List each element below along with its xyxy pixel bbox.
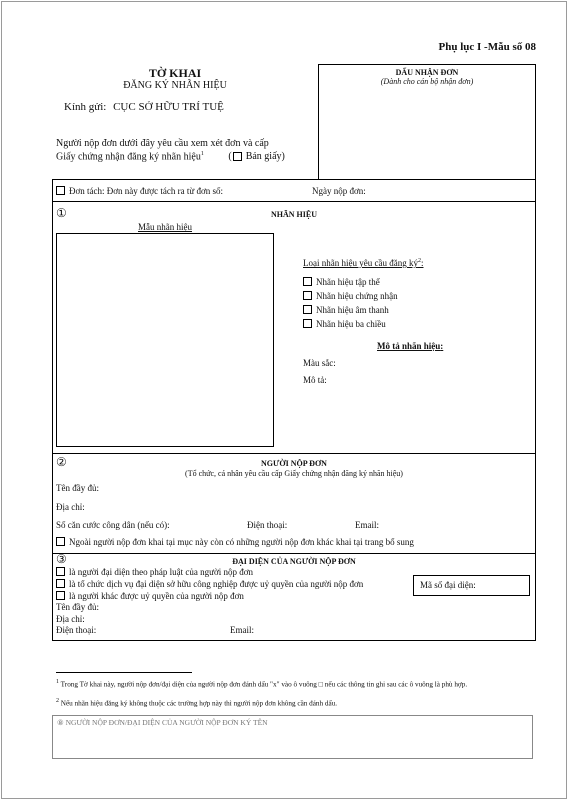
appendix-label: Phụ lục I -Mẫu số 08	[438, 41, 536, 53]
description-label: Mô tả:	[303, 375, 327, 385]
applicant-name-label: Tên đầy đủ:	[56, 483, 99, 493]
footnote-separator	[56, 672, 192, 673]
paper-copy-label: Bản giấy	[245, 151, 282, 163]
signature-number: ⑧	[57, 718, 64, 727]
rep-address-label: Địa chỉ:	[56, 614, 85, 624]
split-label: Đơn tách: Đơn này được tách ra từ đơn số:	[69, 186, 224, 196]
footnote-1-text: Trong Tờ khai này, người nộp đơn/đại diện của người nộp đơn đánh dấu "x" vào ô vuông □ nếu các thông tin ghi sau các ô vuông là phù hợp.	[60, 680, 468, 689]
other-applicants-row[interactable]	[56, 537, 414, 547]
sample-label: Mẫu nhãn hiệu	[138, 222, 192, 232]
stamp-title: DẤU NHẬN ĐƠN	[395, 68, 459, 77]
rep-option-agency-checkbox[interactable]	[56, 579, 65, 588]
footnote-ref-1: 1	[200, 151, 204, 157]
description-title-row	[377, 341, 443, 351]
type-collective-checkbox[interactable]	[303, 277, 312, 286]
request-line-2-row: Giấy chứng nhận đăng ký nhãn hiệu$^1$ ( Bản giấy)	[56, 151, 285, 163]
form-subtitle: ĐĂNG KÝ NHÃN HIỆU	[123, 80, 227, 91]
type-3d-checkbox[interactable]	[303, 319, 312, 328]
section1-title: NHÃN HIỆU	[270, 210, 317, 219]
rep-option-other[interactable]	[56, 591, 244, 601]
rep-name-label: Tên đầy đủ:	[56, 602, 99, 612]
type-collective-label: Nhãn hiệu tập thể	[316, 277, 380, 287]
rep-option-agency[interactable]	[56, 579, 363, 589]
type-sound-checkbox[interactable]	[303, 305, 312, 314]
types-colon: :	[420, 258, 424, 268]
description-colon: :	[440, 341, 444, 351]
type-sound[interactable]	[303, 305, 389, 315]
applicant-address-label: Địa chỉ:	[56, 502, 85, 512]
signature-box[interactable]	[52, 715, 533, 759]
split-checkbox[interactable]	[56, 186, 65, 195]
rep-option-other-checkbox[interactable]	[56, 591, 65, 600]
footnote-2-text: Nếu nhãn hiệu đăng ký không thuộc các trường hợp này thì người nộp đơn không cần đánh dấu.	[60, 699, 338, 708]
applicant-phone-label: Điện thoại:	[247, 520, 288, 530]
rep-phone-label: Điện thoại:	[56, 625, 97, 635]
stamp-note: (Dành cho cán bộ nhận đơn)	[380, 77, 474, 86]
to-label: Kính gửi:	[64, 101, 107, 113]
form-title: TỜ KHAI	[148, 66, 202, 80]
type-3d[interactable]	[303, 319, 386, 329]
receipt-stamp-box	[318, 64, 536, 180]
agent-code-label: Mã số đại diện:	[420, 580, 476, 590]
color-label: Màu sắc:	[303, 358, 336, 368]
request-line-1: Người nộp đơn dưới đây yêu cầu xem xét đơn và cấp	[56, 138, 269, 149]
to-value: CỤC SỞ HỮU TRÍ TUỆ	[113, 101, 224, 113]
type-sound-label: Nhãn hiệu âm thanh	[316, 305, 389, 315]
signature-label: NGƯỜI NỘP ĐƠN/ĐẠI DIỆN CỦA NGƯỜI NỘP ĐƠN KÝ TÊN	[65, 718, 268, 727]
addressee	[64, 101, 224, 113]
rep-option-legal-checkbox[interactable]	[56, 567, 65, 576]
request-line-2: Giấy chứng nhận đăng ký nhãn hiệu	[56, 151, 201, 163]
applicant-id-label: Số căn cước công dân (nếu có):	[56, 520, 170, 530]
divider-split	[52, 201, 536, 202]
filing-date-label: Ngày nộp đơn:	[312, 186, 366, 196]
rep-option-legal[interactable]	[56, 567, 253, 577]
other-applicants-label: Ngoài người nộp đơn khai tại mục này còn có những người nộp đơn khác khai tại trang bổ sung	[69, 537, 414, 547]
footnote-2-number: 2	[56, 698, 59, 704]
section3-title: ĐẠI DIỆN CỦA NGƯỜI NỘP ĐƠN	[232, 557, 356, 566]
footnote-1	[56, 678, 538, 689]
split-row	[56, 186, 223, 196]
section2-title: NGƯỜI NỘP ĐƠN	[261, 459, 327, 468]
agent-code-box[interactable]	[413, 575, 530, 596]
paper-copy-checkbox[interactable]	[233, 152, 242, 161]
types-label: Loại nhãn hiệu yêu cầu đăng ký	[303, 258, 418, 268]
type-3d-label: Nhãn hiệu ba chiều	[316, 319, 386, 329]
rep-option-other-label: là người khác được uỷ quyền của người nộp đơn	[69, 591, 244, 601]
footnote-ref-2: 2	[417, 258, 421, 264]
section2-number: ②	[56, 455, 67, 469]
rep-option-legal-label: là người đại diện theo pháp luật của người nộp đơn	[69, 567, 253, 577]
applicant-email-label: Email:	[355, 520, 379, 530]
section2-note: (Tổ chức, cá nhân yêu cầu cấp Giấy chứng nhận đăng ký nhãn hiệu)	[185, 469, 403, 478]
description-title: Mô tả nhãn hiệu	[377, 341, 441, 351]
footnote-2	[56, 697, 538, 708]
other-applicants-checkbox[interactable]	[56, 537, 65, 546]
type-collective[interactable]	[303, 277, 380, 287]
footnote-1-number: 1	[56, 679, 59, 685]
rep-email-label: Email:	[230, 625, 254, 635]
type-certification-checkbox[interactable]	[303, 291, 312, 300]
divider-section2	[52, 453, 536, 454]
signature-header	[57, 718, 268, 727]
section3-number: ③	[56, 552, 67, 566]
type-certification-label: Nhãn hiệu chứng nhận	[316, 291, 398, 301]
section1-number: ①	[56, 206, 67, 220]
divider-section3	[52, 553, 536, 554]
types-label-row	[303, 258, 423, 268]
type-certification[interactable]	[303, 291, 398, 301]
trademark-sample-box[interactable]	[56, 233, 274, 447]
rep-option-agency-label: là tổ chức dịch vụ đại diện sở hữu công nghiệp được uỷ quyền của người nộp đơn	[69, 579, 364, 589]
